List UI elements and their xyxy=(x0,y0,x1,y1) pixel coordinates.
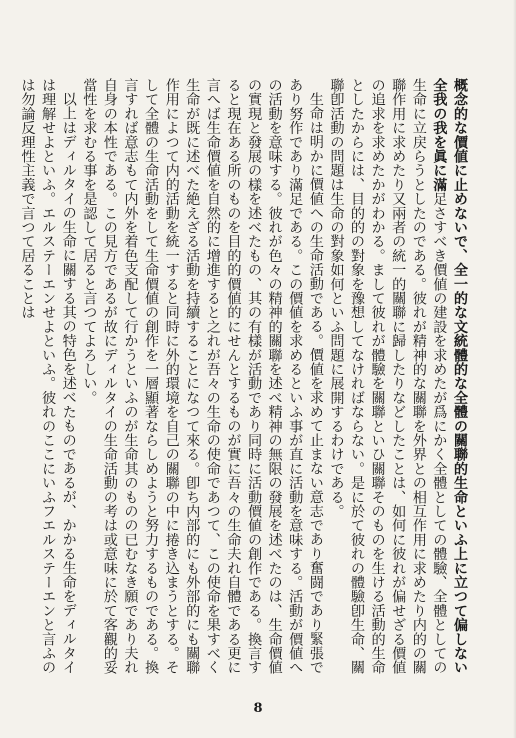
paragraph-text: 足さすべき價値の建設を求めたが爲にかく全體としての體驗、全體としての生命に立戻らうとしたのである。彼れが精神的な關聯を外界との相互作用に求めたり内的の關聯作用に求めたり又兩者の統一的關聯に歸したりなどしたことは、如何に彼れが偏せざる價値の追求を求めたかがわかる。まして彼れが體驗を關聯といひ關聯そのものを生ける活動的生命としたからには、目的的の對象を豫想してなければならない。是に於て彼れの體驗卽生命、關聯卽活動の問題は生命の對象如何といふ問題に展開するわけである。 xyxy=(328,78,448,675)
paragraph-2 xyxy=(79,78,326,688)
page-number: 8 xyxy=(253,701,263,716)
emphasized-phrase: 概念的な價値に止めないで、全一的な文統體的な全體の關聯的生命といふ上に立つて偏しない全我の我を眞に滿 xyxy=(431,78,468,675)
paragraph-text: 生命は明かに價値への生命活動である。價値を求めて止まない意志であり奮闘であり緊張であり努作であり滿足である。この價値を求めるといふ事が直に活動を意味する。活動が價値への活動を意味する。彼れが色々の精神的關聯を述べ精神の無限の發展を述べたのは、生命價値の實現と發展の樣を述べたもの、其の有樣が活動であり同時に活動價値の創作である。換言すると現在ある所のものを目的的價値的にせんとするものが實に吾々の生命夫れ自體である更に言へば生命價値を自然的に增進すると之れが吾々の生命の使命であつて、この使命を果すべく生命が既に述べた絶えざる活動を持續することになつて來る。卽ち内部的にも外部的にも關聯作用によつて内的活動を統一すると同時に外的環境を自己の關聯の中に捲き込まうとする。そして全體の生命活動をして生命價値の創作を一層顯著ならしめようと努力するものである。換言すれば意志もて内外を着色支配して行かうといふのが生命其のものの已むなき願であり夫れ自身の本性である。この見方であるが故にディルタイの生命活動の考は或意味に於て客觀的妥當性を求むる事を是認して居ると言つてよろしい。 xyxy=(81,78,324,675)
paragraph-text: 以上はディルタイの生命に關する其の特色を述べたものであるが、かかる生命をディルタイは理解せよといふ。エルステーエンせよといふ。彼れのここにいふフエルステーエンと言ふのは勿論反理性主義で言つて居ることは xyxy=(20,78,77,675)
vertical-text-body xyxy=(20,78,470,688)
paragraph-1 xyxy=(326,78,470,688)
paragraph-3 xyxy=(20,78,79,688)
